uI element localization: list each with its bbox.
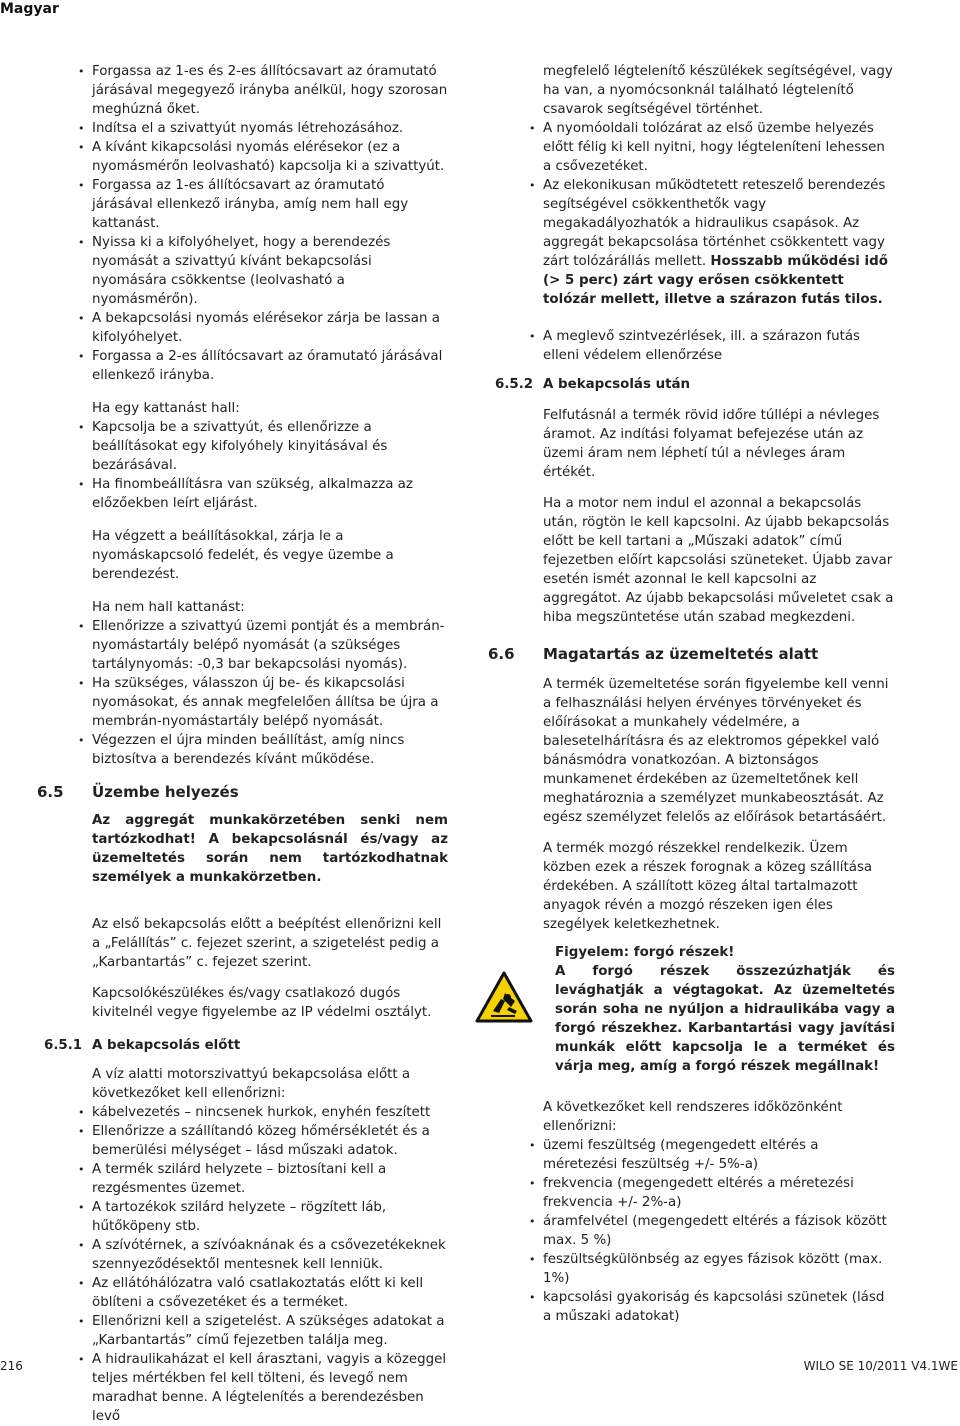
list-item: • Nyissa ki a kifolyóhelyet, hogy a berendezés nyomását a szivattyú kívánt bekapcsolási nyomására csökkentse (leolvasható a nyomásmérőn). <box>92 233 448 309</box>
list-item: • A tartozékok szilárd helyzete – rögzített láb, hűtőköpeny stb. <box>92 1198 448 1236</box>
section-number: 6.5.2 <box>495 377 534 392</box>
after-start-paragraph-1: Felfutásnál a termék rövid időre túllépi a névleges áramot. Az indítási folyamat befejezése után az üzemi áram nem léphetí túl a névleges áram értékét. <box>543 408 880 480</box>
level-control-list <box>543 327 895 365</box>
document-id: WILO SE 10/2011 V4.1WE <box>803 1359 958 1373</box>
if-click-list <box>92 418 448 513</box>
list-item: • A hidraulikaházat el kell árasztani, vagyis a közeggel teljes mértékben fel kell tölteni, és levegő nem maradhat benne. A légtelenítés a berendezésben levő <box>92 1350 448 1426</box>
list-item: • Forgassa a 2-es állítócsavart az óramutató járásával ellenkező irányba. <box>92 347 448 385</box>
list-item: • frekvencia (megengedett eltérés a méretezési frekvencia +/- 2%-a) <box>543 1174 895 1212</box>
no-click-list <box>92 617 448 769</box>
list-item: • Ha szükséges, válasszon új be- és kikapcsolási nyomásokat, és annak megfelelően állítsa be újra a membrán-nyomástartály belépő nyomását. <box>92 674 448 731</box>
list-item: • Ellenőrizze a szállítandó közeg hőmérsékletét és a bemerülési mélységet – lásd műszaki adatok. <box>92 1122 448 1160</box>
list-item: • A kívánt kikapcsolási nyomás elérésekor (ez a nyomásmérőn leolvasható) kapcsolja ki a szivattyút. <box>92 138 448 176</box>
after-settings-paragraph: Ha végzett a beállításokkal, zárja le a nyomáskapcsoló fedelét, és vegye üzembe a berendezést. <box>92 529 394 582</box>
operation-paragraph-2: A termék mozgó részekkel rendelkezik. Üzem közben ezek a részek forognak a közeg szállítása érdekében. A szállított közeg által tartalmazott anyagok révén a mozgó részeken igen éles szegélyek keletkezhetnek. <box>543 841 873 932</box>
section-6-6-heading <box>488 645 895 665</box>
list-item: • Ha finombeállításra van szükség, alkalmazza az előzőekben leírt eljárást. <box>92 475 448 513</box>
section-number: 6.5.1 <box>44 1038 83 1053</box>
list-item: • A termék szilárd helyzete – biztosítani kell a rezgésmentes üzemet. <box>92 1160 448 1198</box>
no-click-heading: Ha nem hall kattanást: <box>92 600 245 615</box>
section-number: 6.6 <box>488 645 515 663</box>
periodic-check-intro: A következőket kell rendszeres időközönként ellenőrizni: <box>543 1100 843 1134</box>
periodic-check-list <box>543 1136 895 1326</box>
list-item: • Ellenőrizni kell a szigetelést. A szükséges adatokat a „Karbantartás” című fejezetben találja meg. <box>92 1312 448 1350</box>
continuation-paragraph: megfelelő légtelenítő készülékek segítségével, vagy ha van, a nyomócsonknál található légtelenítő csavarok segítségével történhet. <box>543 64 893 117</box>
section-6-5-heading <box>37 783 448 803</box>
list-item: • A meglevő szintvezérlések, ill. a szárazon futás elleni védelem ellenőrzése <box>543 327 895 365</box>
list-item: • A nyomóoldali tolózárat az első üzembe helyezés előtt félig ki kell nyitni, hogy légteleníteni lehessen a csővezetéket. <box>543 119 895 176</box>
list-item: • Végezzen el újra minden beállítást, amíg nincs biztosítva a berendezés kívánt működése. <box>92 731 448 769</box>
language-label: Magyar <box>0 1 59 17</box>
dry-run-warning: Hosszabb működési idő (> 5 perc) zárt vagy erősen csökkentett tolózár mellett, illetve a szárazon futás tilos. <box>543 254 888 307</box>
list-item: • Forgassa az 1-es és 2-es állítócsavart az óramutató járásával megegyező irányba anélkül, hogy szorosan meghúzná őket. <box>92 62 448 119</box>
section-6-5-1-heading <box>44 1036 448 1055</box>
list-item: • kábelvezetés – nincsenek hurkok, enyhén feszített <box>92 1103 448 1122</box>
page-number: 216 <box>0 1359 23 1373</box>
if-click-heading: Ha egy kattanást hall: <box>92 401 240 416</box>
list-item: • A bekapcsolási nyomás elérésekor zárja be lassan a kifolyóhelyet. <box>92 309 448 347</box>
section-title: Üzembe helyezés <box>92 783 239 801</box>
list-item: • áramfelvétel (megengedett eltérés a fázisok között max. 5 %) <box>543 1212 895 1250</box>
right-column <box>488 62 895 1326</box>
list-item: • Indítsa el a szivattyút nyomás létrehozásához. <box>92 119 448 138</box>
commissioning-paragraph-2: Kapcsolókészülékes és/vagy csatlakozó dugós kivitelnél vegye figyelembe az IP védelmi osztályt. <box>92 986 432 1020</box>
warning-title: Figyelem: forgó részek! <box>555 945 735 960</box>
warning-text: A forgó részek összezúzhatják és levághatják a végtagokat. Az üzemeltetés során soha ne nyúljon a hidraulikába vagy a forgó részekhez. Karbantartási vagy javítási munkák előtt kapcsolja le a terméket és várja meg, amíg a forgó részek megállnak! <box>555 964 895 1074</box>
list-item: • feszültségkülönbség az egyes fázisok között (max. 1%) <box>543 1250 895 1288</box>
commissioning-paragraph-1: Az első bekapcsolás előtt a beépítést ellenőrizni kell a „Felállítás” c. fejezet szerint, a szigetelést pedig a „Karbantartás” c. fejezet szerint. <box>92 917 442 970</box>
list-item: • Ellenőrizze a szivattyú üzemi pontját és a membrán-nyomástartály belépő nyomását (a szükséges tartálynyomás: -0,3 bar bekapcsolási nyomás). <box>92 617 448 674</box>
section-number: 6.5 <box>37 783 64 801</box>
start-conditions-list <box>543 119 895 309</box>
left-column <box>37 62 448 1426</box>
section-title: Magatartás az üzemeltetés alatt <box>543 645 819 663</box>
after-start-paragraph-2: Ha a motor nem indul el azonnal a bekapcsolás után, rögtön le kell kapcsolni. Az újabb bekapcsolás előtt be kell tartani a „Műszaki adatok” című fejezetben előírt kapcsolási szüneteket. Újabb zavar esetén ismét azonnal le kell kapcsolni az aggregátot. Az újabb bekapcsolási műveletet csak a hiba megszüntetése után szabad megkezdeni. <box>543 496 894 625</box>
rotating-parts-warning <box>543 943 895 1076</box>
list-item: • Kapcsolja be a szivattyút, és ellenőrizze a beállításokat egy kifolyóhely kinyitásával és bezárásával. <box>92 418 448 475</box>
list-item-text: Az elekonikusan működtetett reteszelő berendezés segítségével csökkenthetők vagy megakadályozhatók a hidraulikus csapások. Az aggregát bekapcsolása történhet csökkentett vagy zárt tolózárállás mellett. <box>543 178 886 269</box>
list-item: • kapcsolási gyakoriság és kapcsolási szünetek (lásd a műszaki adatokat) <box>543 1288 895 1326</box>
pre-start-checklist <box>92 1103 448 1426</box>
list-item: • Forgassa az 1-es állítócsavart az óramutató járásával ellenkező irányba, amíg nem hall egy kattanást. <box>92 176 448 233</box>
rotating-parts-warning-icon <box>475 971 533 1023</box>
list-item: • Az ellátóhálózatra való csatlakoztatás előtt ki kell öblíteni a csővezetéket és a terméket. <box>92 1274 448 1312</box>
pre-start-intro: A víz alatti motorszivattyú bekapcsolása előtt a következőket kell ellenőrizni: <box>92 1067 411 1101</box>
list-item: • A szívótérnek, a szívóaknának és a csővezetékeknek szennyeződésektől mentesnek kell lenniük. <box>92 1236 448 1274</box>
list-item: • üzemi feszültség (megengedett eltérés a méretezési feszültség +/- 5%-a) <box>543 1136 895 1174</box>
commissioning-warning: Az aggregát munkakörzetében senki nem tartózkodhat! A bekapcsolásnál és/vagy az üzemeltetés során nem tartózkodhatnak személyek a munkakörzetben. <box>92 813 448 885</box>
section-title: A bekapcsolás előtt <box>92 1038 241 1053</box>
list-item <box>543 176 895 309</box>
operation-paragraph-1: A termék üzemeltetése során figyelembe kell venni a felhasználási helyen érvényes törvényeket és előírásokat a munkahely védelmére, a balesetelhárításra és az elektromos gépekkel való bánásmódra vonatkozóan. A biztonságos munkamenet érdekében az üzemeltetőnek kell meghatároznia a személyzet munkabeosztását. Az egész személyzet felelős az előírások betartásáért. <box>543 677 889 825</box>
adjustment-steps-list <box>92 62 448 385</box>
section-title: A bekapcsolás után <box>543 377 691 392</box>
section-6-5-2-heading <box>495 375 895 394</box>
